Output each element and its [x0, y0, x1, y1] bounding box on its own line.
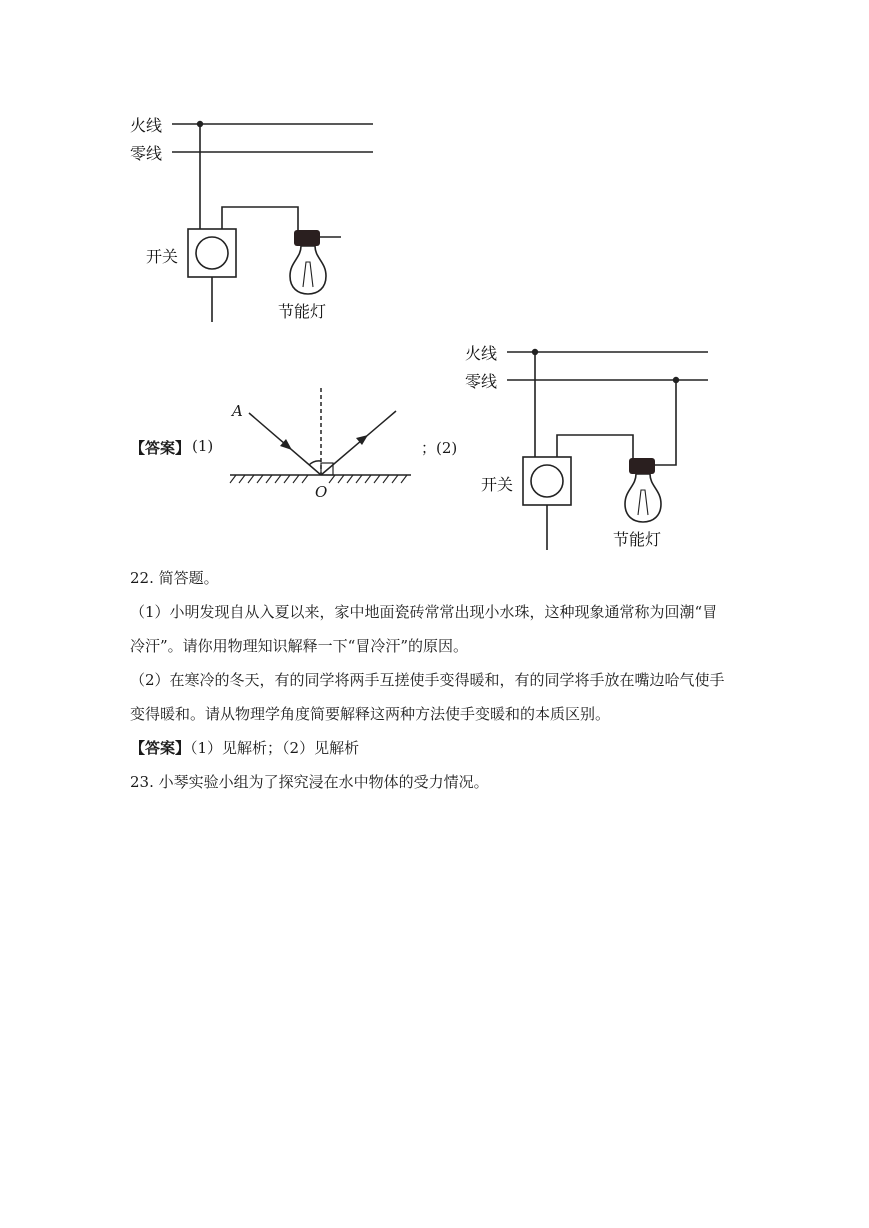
answer-21-separator: ；(2): [421, 439, 458, 457]
answer-lamp-label: 节能灯: [613, 530, 662, 549]
answer-switch-label: 开关: [481, 475, 514, 494]
question-22-answer-prefix: 【答案】: [130, 739, 191, 757]
answer-live-wire-label: 火线: [465, 344, 498, 363]
question-22-part1-line2: 冷汗”。请你用物理知识解释一下“冒冷汗”的原因。: [130, 637, 469, 655]
question-22-title: 22. 简答题。: [130, 569, 219, 587]
lamp-label: 节能灯: [278, 302, 327, 321]
question-22-answer: [130, 738, 359, 758]
live-wire-label: 火线: [130, 116, 163, 135]
point-a-label: A: [232, 402, 243, 420]
question-22-part1-line1: （1）小明发现自从入夏以来，家中地面瓷砖常常出现小水珠，这种现象通常称为回潮“冒: [130, 603, 718, 621]
point-o-label: O: [315, 483, 328, 501]
answer-21-prefix: 【答案】: [130, 439, 191, 457]
question-23-title: 23. 小琴实验小组为了探究浸在水中物体的受力情况。: [130, 773, 489, 791]
question-22-part2-line1: （2）在寒冷的冬天，有的同学将两手互搓使手变得暖和，有的同学将手放在嘴边哈气使手: [130, 671, 725, 689]
circuit-wires-answer: [0, 0, 869, 560]
question-22-part2-line2: 变得暖和。请从物理学角度简要解释这两种方法使手变暖和的本质区别。: [130, 705, 611, 723]
neutral-wire-label: 零线: [130, 144, 163, 163]
answer-neutral-wire-label: 零线: [465, 372, 498, 391]
switch-label: 开关: [146, 247, 179, 266]
question-22-answer-text: （1）见解析；（2）见解析: [190, 739, 360, 757]
answer-21-part1-label: (1): [192, 437, 214, 455]
